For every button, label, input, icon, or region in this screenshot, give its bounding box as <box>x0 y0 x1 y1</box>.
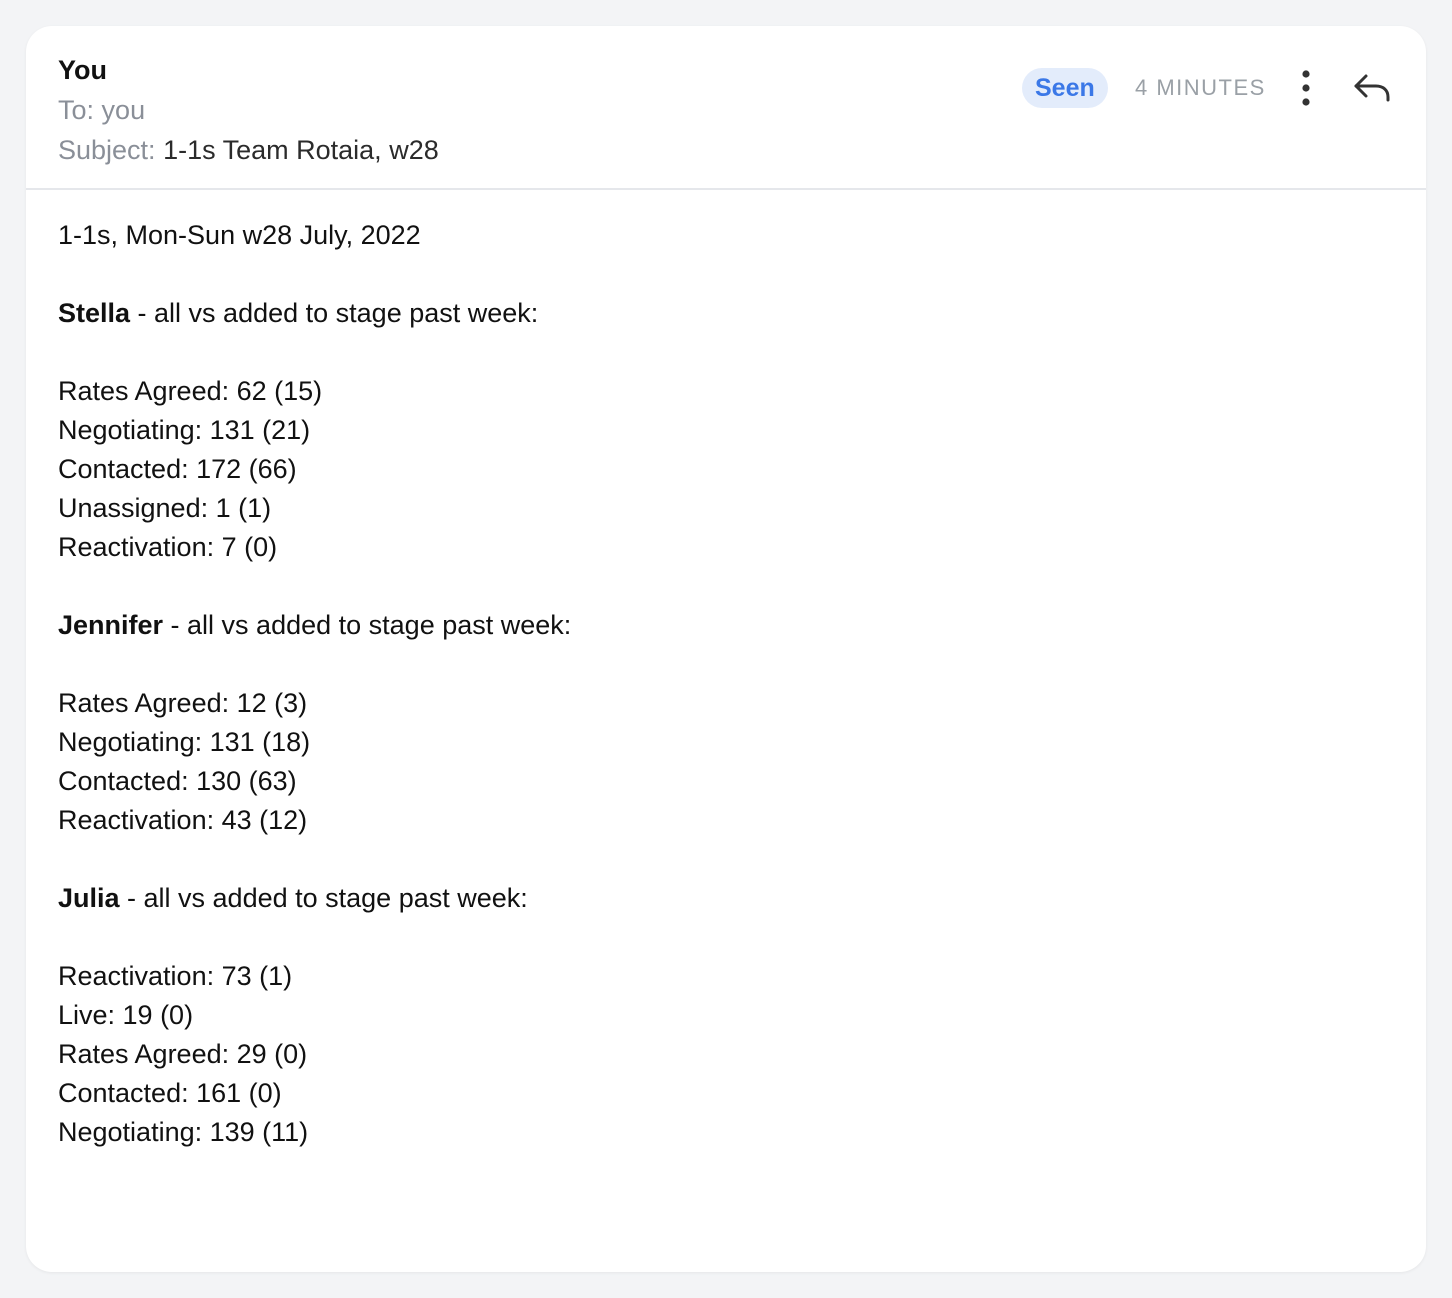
stat-line: Negotiating: 131 (18) <box>58 727 311 757</box>
stat-line: Reactivation: 7 (0) <box>58 532 278 562</box>
message-time: 4 MINUTES <box>1135 75 1266 100</box>
email-body <box>58 216 1388 1152</box>
section-description: - all vs added to stage past week: <box>119 883 528 913</box>
stat-line: Reactivation: 73 (1) <box>58 961 293 991</box>
section-heading <box>58 879 1388 918</box>
subject-label: Subject: <box>58 135 156 165</box>
email-header <box>26 26 1426 190</box>
email-message-card <box>26 26 1426 1272</box>
seen-status-badge: Seen <box>1022 68 1108 108</box>
stat-line: Negotiating: 131 (21) <box>58 415 311 445</box>
stat-line: Rates Agreed: 62 (15) <box>58 376 323 406</box>
more-vertical-icon[interactable] <box>1292 66 1320 110</box>
recipient-line <box>58 92 145 128</box>
stat-line: Live: 19 (0) <box>58 1000 194 1030</box>
section-heading <box>58 606 1388 645</box>
intro-line: 1-1s, Mon-Sun w28 July, 2022 <box>58 220 421 250</box>
section-heading <box>58 294 1388 333</box>
reply-icon[interactable] <box>1352 70 1392 106</box>
to-label: To: <box>58 95 95 125</box>
section-description: - all vs added to stage past week: <box>130 298 539 328</box>
subject-line <box>58 132 439 168</box>
person-name: Julia <box>58 883 120 913</box>
person-name: Stella <box>58 298 131 328</box>
stat-line: Contacted: 130 (63) <box>58 766 297 796</box>
stat-line: Contacted: 161 (0) <box>58 1078 282 1108</box>
stat-line: Rates Agreed: 12 (3) <box>58 688 308 718</box>
person-name: Jennifer <box>58 610 164 640</box>
stat-line: Negotiating: 139 (11) <box>58 1117 309 1147</box>
section-description: - all vs added to stage past week: <box>163 610 572 640</box>
subject-value: 1-1s Team Rotaia, w28 <box>163 135 439 165</box>
stat-line: Contacted: 172 (66) <box>58 454 297 484</box>
stat-line: Rates Agreed: 29 (0) <box>58 1039 308 1069</box>
to-value: you <box>101 95 146 125</box>
sender-name: You <box>58 55 107 85</box>
stat-line: Reactivation: 43 (12) <box>58 805 308 835</box>
stat-line: Unassigned: 1 (1) <box>58 493 272 523</box>
